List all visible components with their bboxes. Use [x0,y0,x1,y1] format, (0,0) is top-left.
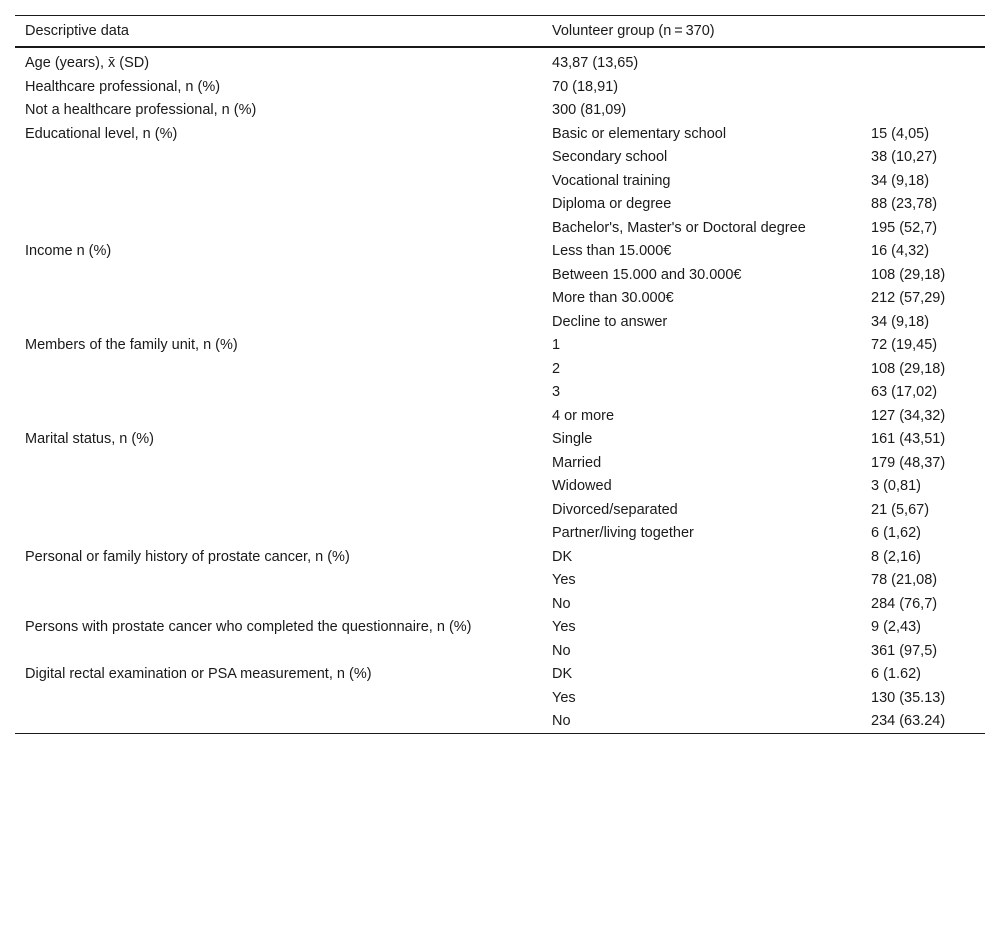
category-cell: Widowed [552,478,612,494]
value-cell: 8 (2,16) [871,548,921,565]
value-cell: 130 (35.13) [871,689,946,706]
category-cell: 70 (18,91) [552,78,619,95]
table-row [15,686,985,710]
table-row [15,615,985,639]
row-label-cell [15,498,542,522]
table-row [15,404,985,428]
row-label-cell [15,192,542,216]
table-row [15,568,985,592]
header-volunteer-group: Volunteer group (n = 370) [552,23,715,39]
category-cell: 300 (81,09) [552,102,627,118]
row-label-cell [15,310,542,334]
row-label-cell: Income n (%) [25,243,112,259]
value-cell: 9 (2,43) [871,619,921,635]
value-cell: 88 (23,78) [871,196,938,212]
row-label-cell [15,639,542,663]
value-cell: 78 (21,08) [871,572,938,588]
table-row [15,122,985,146]
table-row [15,47,985,75]
value-cell: 38 (10,27) [871,149,938,165]
table-row [15,286,985,310]
table-row [15,310,985,334]
category-cell: Basic or elementary school [552,125,727,142]
category-cell: More than 30.000€ [552,290,674,306]
value-cell: 34 (9,18) [871,313,930,330]
table-row [15,662,985,686]
table-row [15,169,985,193]
category-cell: Decline to answer [552,313,668,330]
category-cell: Diploma or degree [552,196,672,212]
category-cell: Yes [552,689,576,706]
value-cell: 15 (4,05) [871,125,930,142]
table-row [15,427,985,451]
table-row [15,357,985,381]
table-row [15,592,985,616]
row-label-cell: Members of the family unit, n (%) [25,337,238,353]
category-cell: 4 or more [552,407,615,424]
row-label-cell: Educational level, n (%) [25,125,178,142]
category-cell: Partner/living together [552,525,694,541]
category-cell: Between 15.000 and 30.000€ [552,266,742,283]
value-cell: 127 (34,32) [871,407,946,424]
value-cell: 284 (76,7) [871,595,938,612]
category-cell: 43,87 (13,65) [552,55,639,71]
descriptive-data-table-container [15,15,985,734]
category-cell: Single [552,431,593,447]
row-label-cell [15,709,542,733]
table-row [15,474,985,498]
value-cell: 234 (63.24) [871,713,946,729]
row-label-cell: Healthcare professional, n (%) [25,78,221,95]
value-cell: 212 (57,29) [871,290,946,306]
value-cell: 179 (48,37) [871,454,946,471]
row-label-cell: Persons with prostate cancer who completed the questionnaire, n (%) [25,619,472,635]
table-row [15,639,985,663]
value-cell [861,47,985,75]
header-empty [861,16,985,48]
value-cell: 21 (5,67) [871,501,930,518]
value-cell: 72 (19,45) [871,337,938,353]
row-label-cell [15,474,542,498]
category-cell: No [552,642,571,659]
table-row [15,709,985,733]
value-cell [861,75,985,99]
value-cell: 6 (1.62) [871,666,921,682]
row-label-cell [15,686,542,710]
row-label-cell [15,263,542,287]
table-row [15,192,985,216]
table-row [15,263,985,287]
row-label-cell: Personal or family history of prostate cancer, n (%) [25,548,350,565]
category-cell: DK [552,548,573,565]
table-row [15,145,985,169]
value-cell: 108 (29,18) [871,266,946,283]
table-row [15,451,985,475]
value-cell: 34 (9,18) [871,172,930,189]
value-cell: 16 (4,32) [871,243,930,259]
row-label-cell [15,145,542,169]
row-label-cell [15,380,542,404]
table-header [15,16,985,48]
category-cell: 3 [552,384,561,400]
header-row [15,16,985,48]
category-cell: Yes [552,619,576,635]
table-row [15,239,985,263]
value-cell [861,98,985,122]
row-label-cell [15,169,542,193]
table-row [15,75,985,99]
category-cell: Bachelor's, Master's or Doctoral degree [552,219,806,236]
category-cell: 1 [552,337,561,353]
row-label-cell: Marital status, n (%) [25,431,154,447]
category-cell: Vocational training [552,172,671,189]
row-label-cell [15,286,542,310]
category-cell: Married [552,454,602,471]
category-cell: No [552,713,571,729]
row-label-cell [15,404,542,428]
row-label-cell: Digital rectal examination or PSA measurement, n (%) [25,666,372,682]
category-cell: Less than 15.000€ [552,243,672,259]
row-label-cell [15,451,542,475]
row-label-cell [15,521,542,545]
table-row [15,545,985,569]
category-cell: No [552,595,571,612]
table-row [15,98,985,122]
table-row [15,216,985,240]
category-cell: DK [552,666,573,682]
value-cell: 63 (17,02) [871,384,938,400]
value-cell: 195 (52,7) [871,219,938,236]
table-row [15,521,985,545]
value-cell: 108 (29,18) [871,360,946,377]
category-cell: Yes [552,572,576,588]
row-label-cell [15,357,542,381]
row-label-cell [15,592,542,616]
descriptive-data-table [15,15,985,734]
value-cell: 3 (0,81) [871,478,921,494]
table-row [15,498,985,522]
table-body [15,47,985,733]
category-cell: Secondary school [552,149,668,165]
category-cell: 2 [552,360,561,377]
value-cell: 6 (1,62) [871,525,921,541]
row-label-cell: Age (years), x̄ (SD) [25,55,150,71]
row-label-cell: Not a healthcare professional, n (%) [25,102,257,118]
table-row [15,380,985,404]
category-cell: Divorced/separated [552,501,678,518]
header-descriptive-data: Descriptive data [25,23,129,39]
table-row [15,333,985,357]
value-cell: 361 (97,5) [871,642,938,659]
value-cell: 161 (43,51) [871,431,946,447]
row-label-cell [15,568,542,592]
row-label-cell [15,216,542,240]
